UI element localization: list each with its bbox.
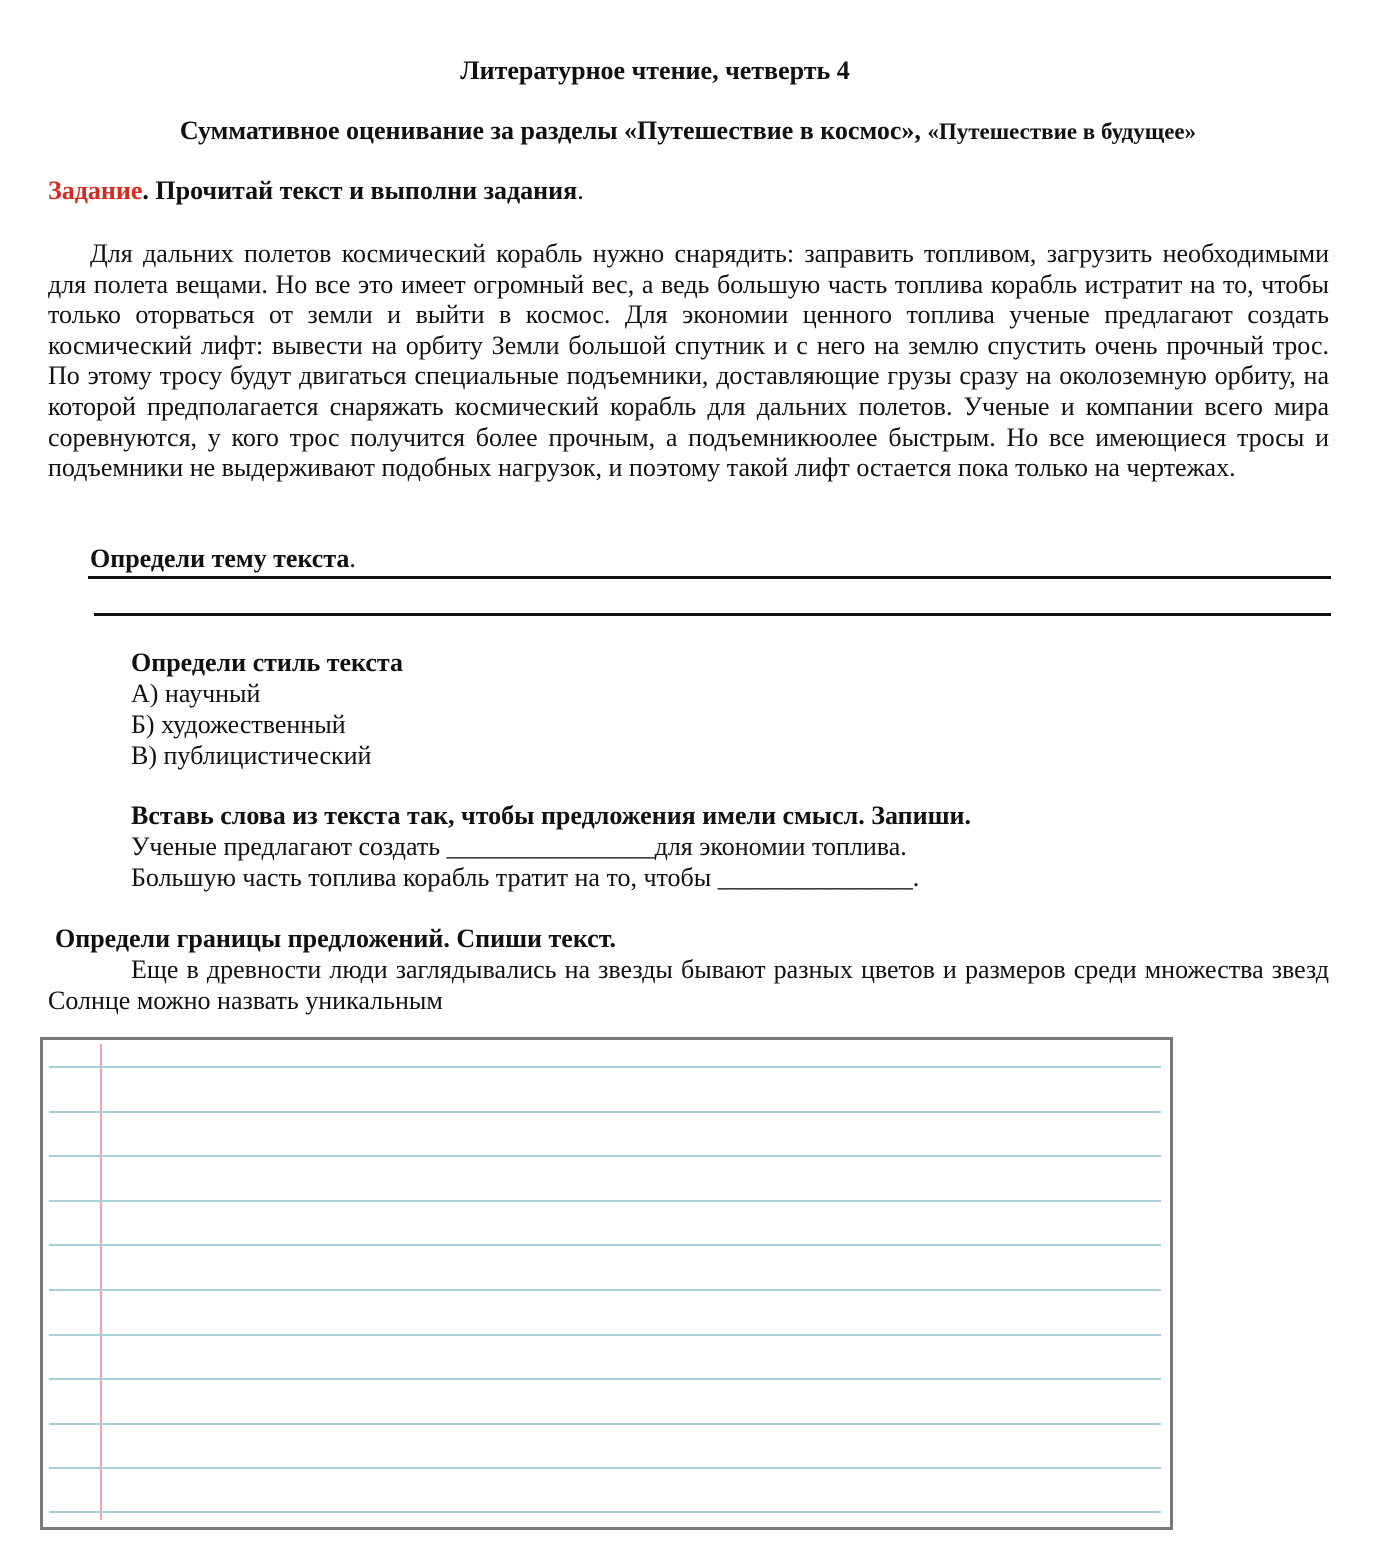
question-fill-words bbox=[131, 800, 971, 893]
fill-sentence-1[interactable]: Ученые предлагают создать ________________для экономии топлива. bbox=[131, 832, 907, 861]
style-option-b[interactable]: Б) художественный bbox=[131, 710, 346, 739]
answer-line-1[interactable] bbox=[88, 576, 1331, 579]
question-fill-heading: Вставь слова из текста так, чтобы предложения имели смысл. Запиши. bbox=[131, 801, 971, 830]
notebook-line bbox=[49, 1334, 1161, 1336]
task-end: . bbox=[577, 176, 584, 205]
answer-line-2[interactable] bbox=[94, 613, 1331, 616]
question-topic bbox=[90, 544, 356, 574]
task-text: . Прочитай текст и выполни задания bbox=[142, 176, 578, 205]
question-topic-end: . bbox=[349, 544, 356, 573]
notebook-line bbox=[49, 1155, 1161, 1157]
fill-sentence-2[interactable]: Большую часть топлива корабль тратит на то, чтобы _______________. bbox=[131, 863, 920, 892]
reading-passage bbox=[48, 239, 1329, 484]
subtitle-main: Суммативное оценивание за разделы «Путешествие в космос», bbox=[179, 116, 928, 145]
page-title: Литературное чтение, четверть 4 bbox=[460, 56, 850, 85]
notebook-line bbox=[49, 1378, 1161, 1380]
notebook-line bbox=[49, 1511, 1161, 1513]
task-label: Задание bbox=[48, 176, 143, 205]
writing-area[interactable] bbox=[40, 1037, 1173, 1530]
question-sentence-boundaries: Определи границы предложений. Спиши текст. bbox=[55, 924, 617, 953]
question-style-heading: Определи стиль текста bbox=[131, 648, 404, 677]
style-option-a[interactable]: А) научный bbox=[131, 679, 261, 708]
page-subtitle bbox=[0, 116, 1376, 146]
notebook-line bbox=[49, 1467, 1161, 1469]
subtitle-small: «Путешествие в будущее» bbox=[927, 119, 1197, 144]
notebook-line bbox=[49, 1244, 1161, 1246]
notebook-line bbox=[49, 1289, 1161, 1291]
boundaries-text-block bbox=[48, 955, 1329, 1016]
question-topic-heading: Определи тему текста bbox=[90, 544, 350, 573]
passage-text: Для дальних полетов космический корабль нужно снарядить: заправить топливом, загрузить необходимыми для полета вещами. Но все это имеет огромный вес, а ведь большую часть топлива корабль истратит на то, чтобы только оторваться от земли и выйти в космос. Для экономии ценного топлива ученые предлагают создать космический лифт: вывести на орбиту Земли большой спутник и с него на землю спустить очень прочный трос. По этому тросу будут двигаться специальные подъемники, доставляющие грузы сразу на околоземную орбиту, на которой предполагается снаряжать космический корабль для дальних полетов. Ученые и компании всего мира соревнуются, у кого трос получится более прочным, а подъемникюолее быстрым. Но все имеющиеся тросы и подъемники не выдерживают подобных нагрузок, и поэтому такой лифт остается пока только на чертежах. bbox=[48, 239, 1329, 483]
notebook-line bbox=[49, 1200, 1161, 1202]
notebook-line bbox=[49, 1066, 1161, 1068]
question-style bbox=[131, 647, 403, 771]
notebook-margin-line bbox=[100, 1044, 102, 1520]
notebook-line bbox=[49, 1111, 1161, 1113]
boundaries-text: Еще в древности люди заглядывались на звезды бывают разных цветов и размеров среди множества звезд Солнце можно назвать уникальным bbox=[48, 955, 1329, 1015]
task-instruction bbox=[48, 176, 584, 206]
style-option-c[interactable]: В) публицистический bbox=[131, 741, 372, 770]
notebook-line bbox=[49, 1423, 1161, 1425]
